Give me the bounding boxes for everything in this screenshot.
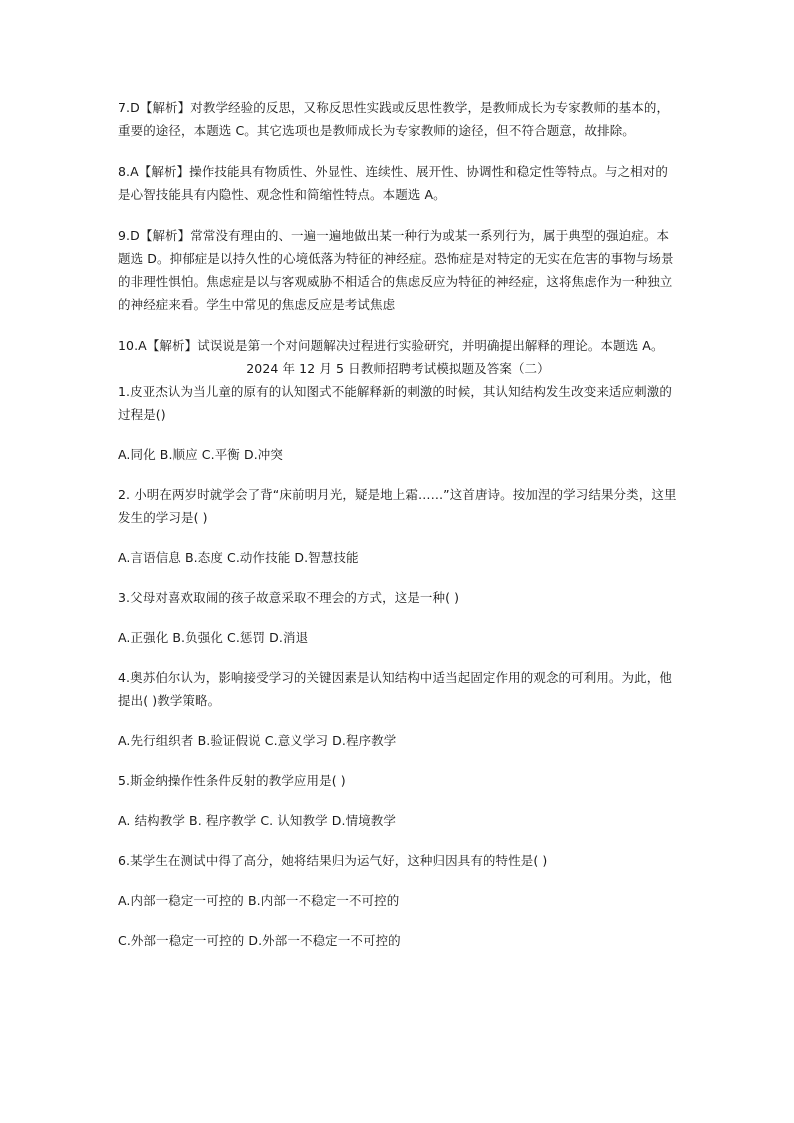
question-6-options-1: A.内部一稳定一可控的 B.内部一不稳定一不可控的: [118, 893, 400, 908]
answer-10: 10.A【解析】试误说是第一个对问题解决过程进行实验研究，并明确提出解释的理论。本题选 A。: [118, 338, 664, 353]
question-4-stem: 4.奥苏伯尔认为，影响接受学习的关键因素是认知结构中适当起固定作用的观念的可利用。为此，他提出( )教学策略。: [118, 670, 672, 708]
question-2-options: A.言语信息 B.态度 C.动作技能 D.智慧技能: [118, 550, 359, 565]
document-page: [118, 96, 678, 952]
question-5-options: A. 结构教学 B. 程序教学 C. 认知教学 D.情境教学: [118, 813, 396, 828]
question-6-stem: 6.某学生在测试中得了高分，她将结果归为运气好，这种归因具有的特性是( ): [118, 853, 548, 868]
question-3-stem: 3.父母对喜欢取闹的孩子故意采取不理会的方式，这是一种( ): [118, 590, 460, 605]
question-1-options: A.同化 B.顺应 C.平衡 D.冲突: [118, 447, 283, 462]
answer-7: 7.D【解析】对教学经验的反思，又称反思性实践或反思性教学，是教师成长为专家教师的基本的，重要的途径，本题选 C。其它选项也是教师成长为专家教师的途径，但不符合题意，故排除。: [118, 100, 670, 138]
question-3-options: A.正强化 B.负强化 C.惩罚 D.消退: [118, 630, 309, 645]
answer-8: 8.A【解析】操作技能具有物质性、外显性、连续性、展开性、协调性和稳定性等特点。与之相对的是心智技能具有内隐性、观念性和简缩性特点。本题选 A。: [118, 164, 668, 202]
question-6-options-2: C.外部一稳定一可控的 D.外部一不稳定一不可控的: [118, 933, 401, 948]
question-1-stem: 1.皮亚杰认为当儿童的原有的认知图式不能解释新的刺激的时候，其认知结构发生改变来适应刺激的过程是(): [118, 384, 672, 422]
question-4-options: A.先行组织者 B.验证假说 C.意义学习 D.程序教学: [118, 733, 397, 748]
question-5-stem: 5.斯金纳操作性条件反射的教学应用是( ): [118, 773, 346, 788]
question-2-stem: 2. 小明在两岁时就学会了背“床前明月光，疑是地上霜……”这首唐诗。按加涅的学习结果分类，这里发生的学习是( ): [118, 487, 677, 525]
section-title: 2024 年 12 月 5 日教师招聘考试模拟题及答案（二）: [246, 361, 550, 376]
answer-9: 9.D【解析】常常没有理由的、一遍一遍地做出某一种行为或某一系列行为，属于典型的强迫症。本题选 D。抑郁症是以持久性的心境低落为特征的神经症。恐怖症是对特定的无实在危害的事物与场景的非理性惧怕。焦虑症是以与客观威胁不相适合的焦虑反应为特征的神经症，这将焦虑作为一种独立的神经症来看。学生中常见的焦虑反应是考试焦虑: [118, 228, 674, 312]
